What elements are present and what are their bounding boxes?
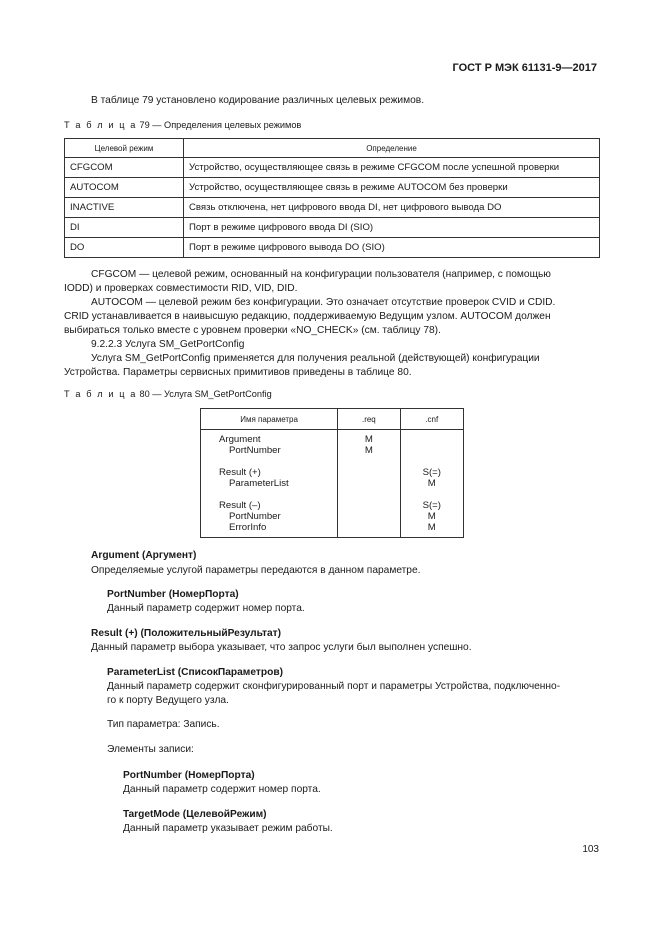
result-title: Result (+) (ПоложительныйРезультат) — [91, 628, 282, 639]
definition-cell: Устройство, осуществляющее связь в режиме CFGCOM после успешной проверки — [184, 158, 600, 178]
parameter-name-cell — [201, 430, 338, 538]
spacer — [338, 511, 399, 522]
table-header-row — [201, 409, 464, 430]
page-number: 103 — [582, 844, 599, 855]
autocom-paragraph-line1: AUTOCOM — целевой режим без конфигурации. Это означает отсутствие проверок CVID и CDID. — [91, 297, 556, 308]
table-79-target-modes — [64, 138, 600, 258]
cnf-value: M — [427, 511, 436, 522]
table-row — [65, 238, 600, 258]
param-portnumber: PortNumber — [229, 445, 281, 456]
column-header-req: .req — [338, 409, 400, 430]
req-value: M — [364, 445, 373, 456]
table-80-service-primitives — [200, 408, 464, 538]
service-paragraph-line2: Устройства. Параметры сервисных примитивов приведены в таблице 80. — [64, 367, 412, 378]
targetmode-text: Данный параметр указывает режим работы. — [123, 823, 333, 834]
spacer — [401, 456, 463, 467]
param-errorinfo: ErrorInfo — [229, 522, 267, 533]
mode-cell: DO — [65, 238, 184, 258]
record-elements-label: Элементы записи: — [107, 744, 194, 755]
parameterlist-text-line2: го к порту Ведущего узла. — [107, 695, 229, 706]
table-header-row — [65, 139, 600, 158]
parameterlist-text-line1: Данный параметр содержит сконфигурированный порт и параметры Устройства, подключенно- — [107, 681, 561, 692]
portnumber2-title: PortNumber (НомерПорта) — [123, 770, 255, 781]
definition-cell: Устройство, осуществляющее связь в режиме AUTOCOM без проверки — [184, 178, 600, 198]
definition-cell: Связь отключена, нет цифрового ввода DI, нет цифрового вывода DO — [184, 198, 600, 218]
table79-caption-title: 79 — Определения целевых режимов — [139, 120, 302, 130]
cfgcom-paragraph-line2: IODD) и проверках совместимости RID, VID, DID. — [64, 283, 298, 294]
column-header-definition: Определение — [184, 139, 600, 158]
definition-cell: Порт в режиме цифрового вывода DO (SIO) — [184, 238, 600, 258]
param-result-positive: Result (+) — [219, 467, 261, 478]
spacer — [338, 456, 399, 467]
parameter-type: Тип параметра: Запись. — [107, 719, 220, 730]
cnf-value: M — [427, 522, 436, 533]
spacer — [338, 489, 399, 500]
cnf-value: M — [427, 478, 436, 489]
table-row — [65, 178, 600, 198]
spacer — [201, 456, 337, 467]
table80-caption-prefix: Т а б л и ц а — [64, 389, 137, 399]
spacer — [338, 500, 399, 511]
definition-cell: Порт в режиме цифрового ввода DI (SIO) — [184, 218, 600, 238]
column-header-parameter: Имя параметра — [201, 409, 338, 430]
cnf-cell — [400, 430, 463, 538]
param-parameterlist: ParameterList — [229, 478, 289, 489]
spacer — [338, 467, 399, 478]
req-value: M — [364, 434, 373, 445]
table79-caption-prefix: Т а б л и ц а — [64, 120, 137, 130]
table-row — [65, 198, 600, 218]
cnf-value: S(=) — [422, 467, 441, 478]
spacer — [401, 434, 463, 445]
table-body-row — [201, 430, 464, 538]
table-row — [65, 158, 600, 178]
parameterlist-title: ParameterList (СписокПараметров) — [107, 667, 283, 678]
table-row — [65, 218, 600, 238]
argument-title: Argument (Аргумент) — [91, 550, 197, 561]
spacer — [401, 445, 463, 456]
autocom-paragraph-line2: CRID устанавливается в наивысшую редакцию, поддерживаемую Ведущим узлом. AUTOCOM должен — [64, 311, 551, 322]
param-argument: Argument — [219, 434, 261, 445]
service-paragraph-line1: Услуга SM_GetPortConfig применяется для получения реальной (действующей) конфигурации — [91, 353, 540, 364]
mode-cell: DI — [65, 218, 184, 238]
req-cell — [338, 430, 400, 538]
document-header: ГОСТ Р МЭК 61131-9—2017 — [452, 62, 597, 74]
portnumber2-text: Данный параметр содержит номер порта. — [123, 784, 321, 795]
targetmode-title: TargetMode (ЦелевойРежим) — [123, 809, 267, 820]
argument-text: Определяемые услугой параметры передаются в данном параметре. — [91, 565, 421, 576]
autocom-paragraph-line3: выбираться только вместе с уровнем проверки «NO_CHECK» (см. таблицу 78). — [64, 325, 441, 336]
column-header-mode: Целевой режим — [65, 139, 184, 158]
param-result-negative: Result (–) — [219, 500, 261, 511]
spacer — [338, 478, 399, 489]
column-header-cnf: .cnf — [400, 409, 463, 430]
mode-cell: AUTOCOM — [65, 178, 184, 198]
intro-paragraph: В таблице 79 установлено кодирование различных целевых режимов. — [91, 95, 425, 106]
table80-caption — [64, 389, 272, 399]
mode-cell: INACTIVE — [65, 198, 184, 218]
table79-caption — [64, 120, 301, 130]
spacer — [401, 489, 463, 500]
spacer — [201, 489, 337, 500]
cfgcom-paragraph-line1: CFGCOM — целевой режим, основанный на конфигурации пользователя (например, с помощью — [91, 269, 551, 280]
portnumber-title: PortNumber (НомерПорта) — [107, 589, 239, 600]
section-heading: 9.2.2.3 Услуга SM_GetPortConfig — [91, 339, 245, 350]
portnumber-text: Данный параметр содержит номер порта. — [107, 603, 305, 614]
spacer — [338, 522, 399, 533]
mode-cell: CFGCOM — [65, 158, 184, 178]
param-portnumber-neg: PortNumber — [229, 511, 281, 522]
table80-caption-title: 80 — Услуга SM_GetPortConfig — [139, 389, 272, 399]
cnf-value: S(=) — [422, 500, 441, 511]
result-text: Данный параметр выбора указывает, что запрос услуги был выполнен успешно. — [91, 642, 472, 653]
